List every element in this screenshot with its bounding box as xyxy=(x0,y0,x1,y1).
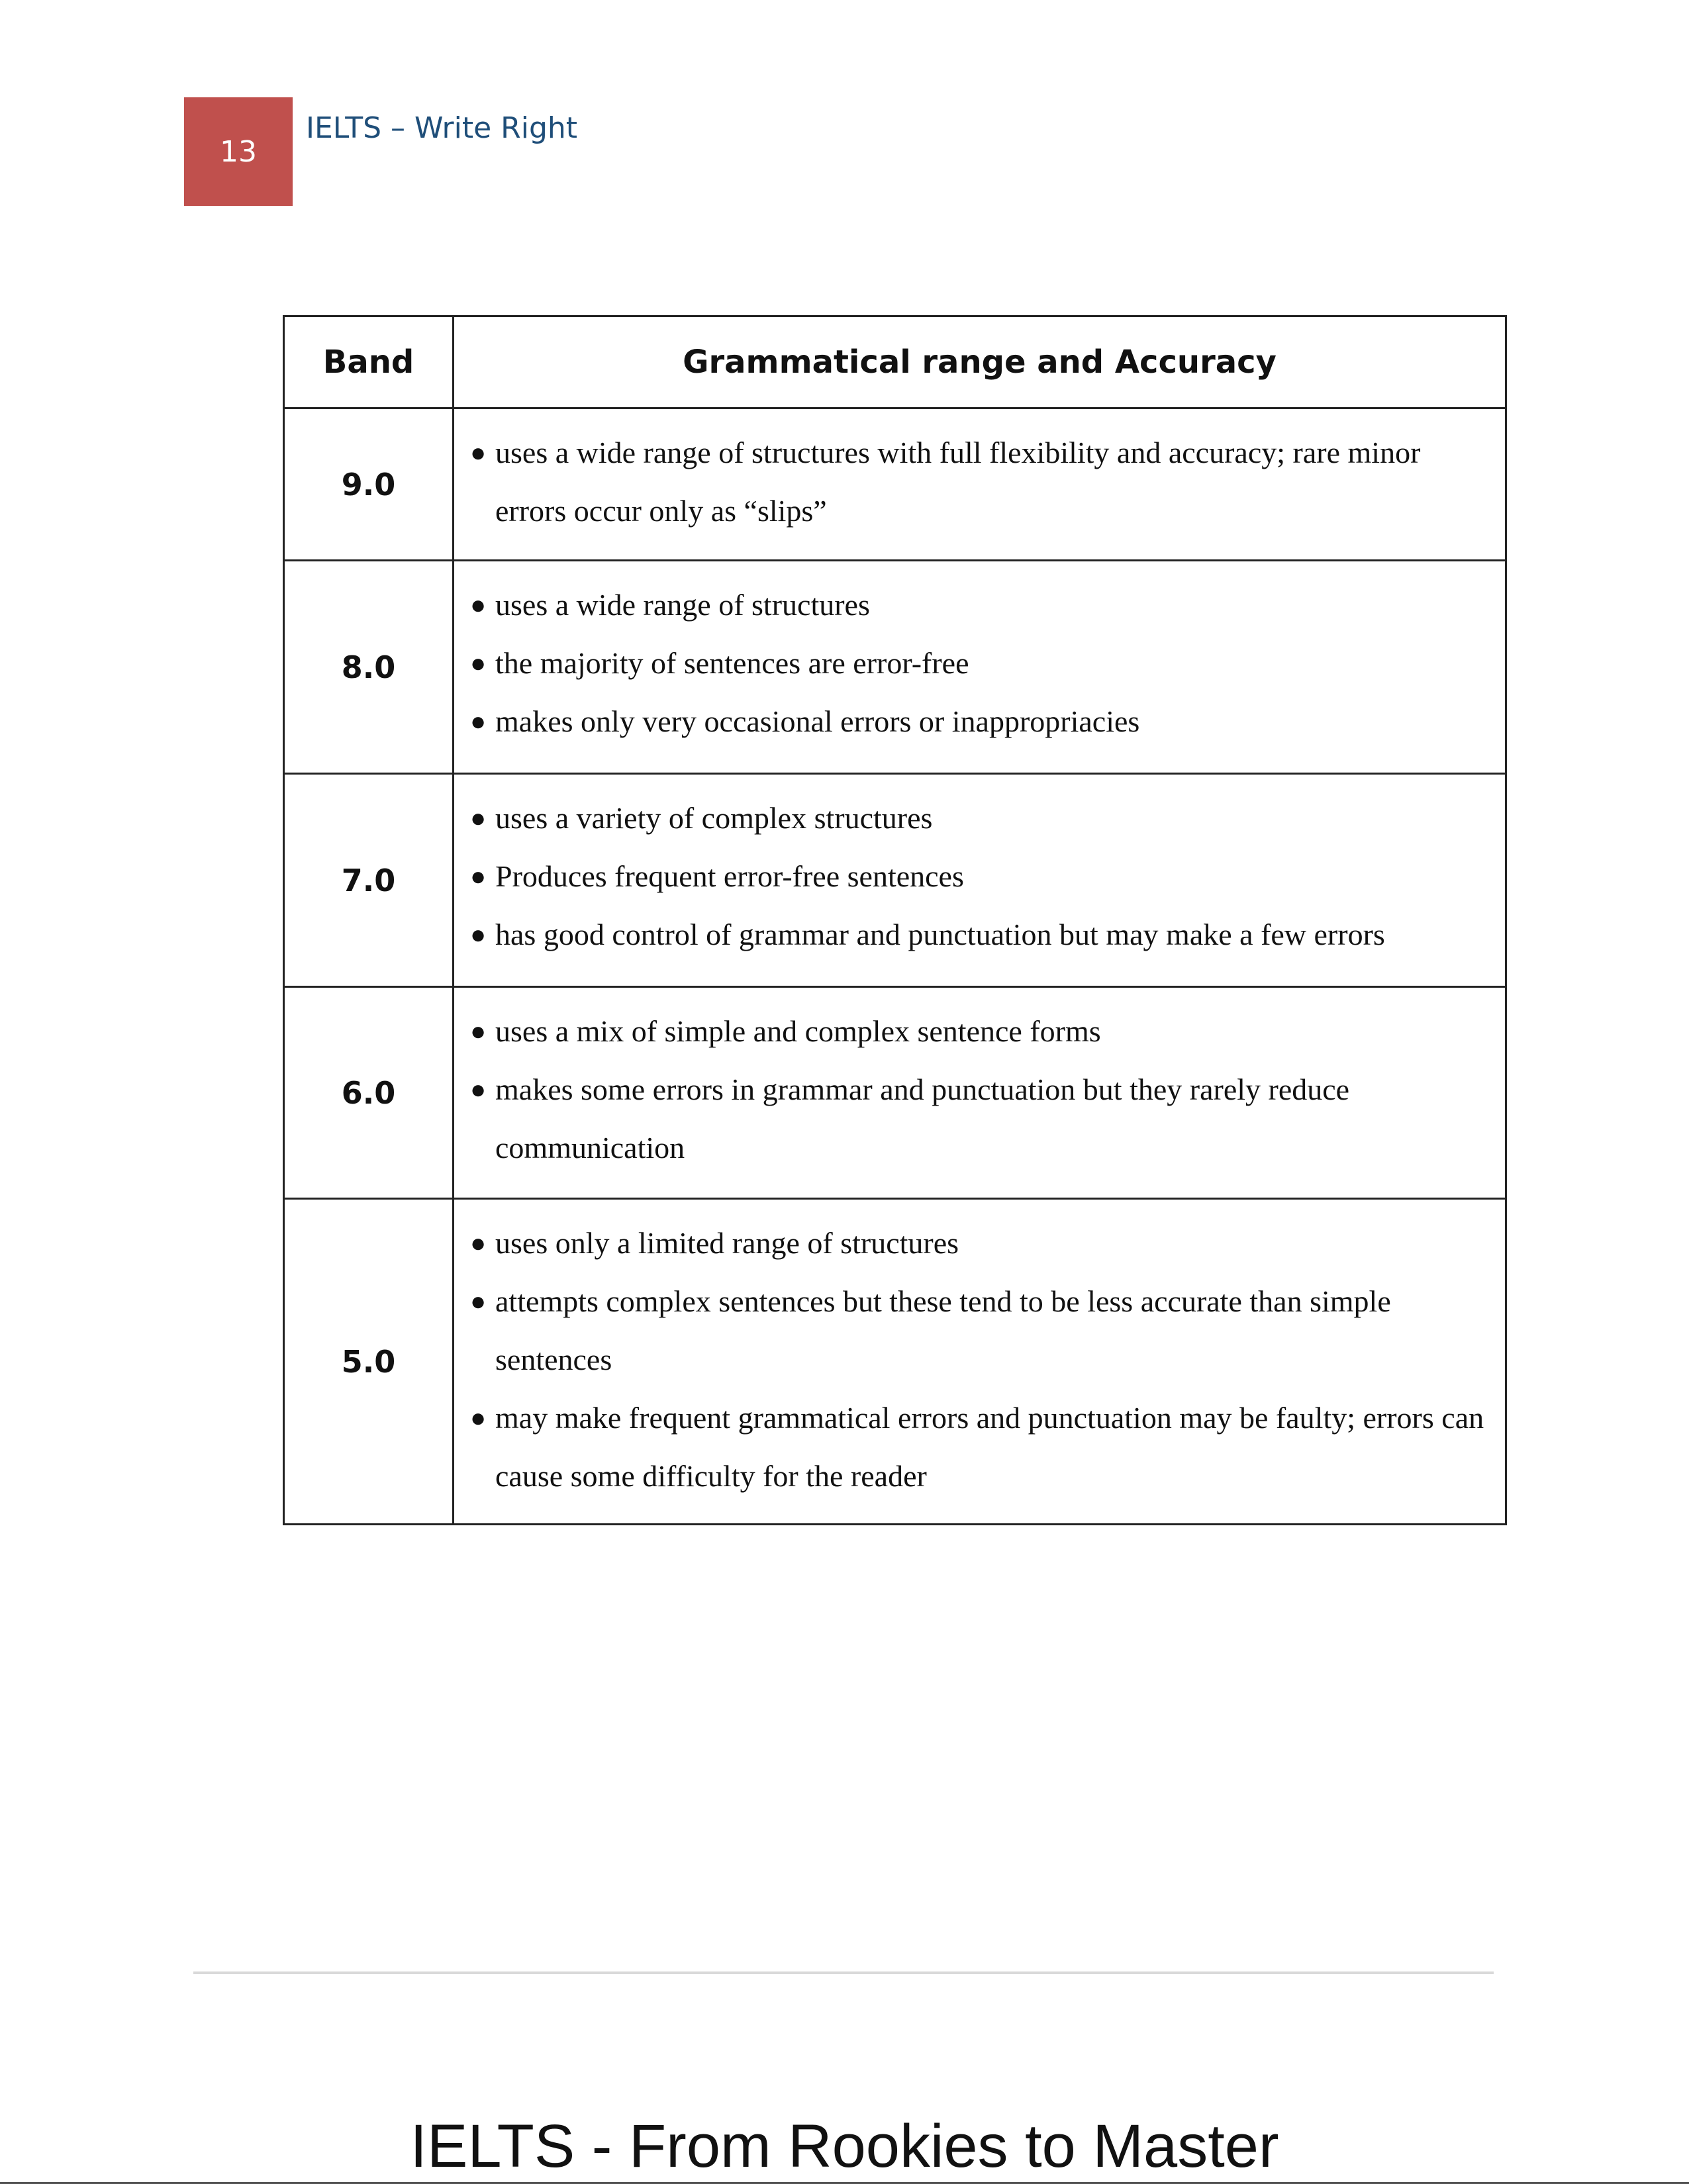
descriptor-cell xyxy=(454,561,1506,774)
descriptor-text: uses a wide range of structures with full flexibility and accuracy; rare minor errors occur only as “slips” xyxy=(495,436,1421,528)
descriptor-text: uses a mix of simple and complex sentence forms xyxy=(495,1014,1101,1048)
bullet-icon: ● xyxy=(470,861,487,891)
band-score: 7.0 xyxy=(284,774,454,987)
bullet-icon: ● xyxy=(470,438,487,467)
descriptor-list xyxy=(470,1002,1492,1177)
descriptor-item xyxy=(470,424,1492,540)
descriptor-list xyxy=(470,1214,1492,1505)
column-header-band: Band xyxy=(284,316,454,408)
band-score: 9.0 xyxy=(284,408,454,561)
descriptor-cell xyxy=(454,987,1506,1199)
descriptor-cell xyxy=(454,774,1506,987)
descriptor-text: the majority of sentences are error-free xyxy=(495,646,969,680)
descriptor-item xyxy=(470,1061,1492,1177)
descriptor-item xyxy=(470,1272,1492,1389)
descriptor-list xyxy=(470,576,1492,751)
descriptor-item xyxy=(470,906,1492,964)
descriptor-text: makes only very occasional errors or inappropriacies xyxy=(495,704,1140,738)
descriptor-text: has good control of grammar and punctuation but may make a few errors xyxy=(495,918,1385,951)
bullet-icon: ● xyxy=(470,920,487,949)
descriptor-item xyxy=(470,692,1492,751)
descriptor-cell xyxy=(454,408,1506,561)
running-title: IELTS – Write Right xyxy=(306,111,578,145)
descriptor-text: Produces frequent error-free sentences xyxy=(495,859,964,893)
descriptor-item xyxy=(470,789,1492,847)
bullet-icon: ● xyxy=(470,648,487,678)
footer-title: IELTS - From Rookies to Master xyxy=(410,2113,1279,2180)
descriptor-list xyxy=(470,789,1492,964)
bullet-icon: ● xyxy=(470,590,487,620)
descriptor-text: attempts complex sentences but these tend to be less accurate than simple sentences xyxy=(495,1284,1391,1376)
bullet-icon: ● xyxy=(470,1286,487,1316)
table-row xyxy=(284,1199,1506,1525)
footer-divider xyxy=(193,1971,1494,1974)
descriptor-cell xyxy=(454,1199,1506,1525)
descriptor-text: may make frequent grammatical errors and punctuation may be faulty; errors can cause some difficulty for the reader xyxy=(495,1401,1484,1493)
bullet-icon: ● xyxy=(470,1228,487,1258)
descriptor-text: makes some errors in grammar and punctuation but they rarely reduce communication xyxy=(495,1072,1350,1164)
table-row xyxy=(284,774,1506,987)
band-descriptor-table xyxy=(283,315,1507,1525)
band-score: 8.0 xyxy=(284,561,454,774)
descriptor-item xyxy=(470,634,1492,692)
table-row xyxy=(284,561,1506,774)
column-header-descriptor: Grammatical range and Accuracy xyxy=(454,316,1506,408)
descriptor-item xyxy=(470,847,1492,906)
descriptor-item xyxy=(470,1389,1492,1505)
band-score: 6.0 xyxy=(284,987,454,1199)
bullet-icon: ● xyxy=(470,1074,487,1104)
descriptor-item xyxy=(470,1002,1492,1061)
descriptor-text: uses a wide range of structures xyxy=(495,588,870,622)
descriptor-list xyxy=(470,424,1492,540)
bullet-icon: ● xyxy=(470,1403,487,1433)
band-score: 5.0 xyxy=(284,1199,454,1525)
page-number-badge xyxy=(184,97,293,206)
table-row xyxy=(284,408,1506,561)
page-number: 13 xyxy=(220,134,257,169)
table-header-row xyxy=(284,316,1506,408)
bullet-icon: ● xyxy=(470,1016,487,1046)
table-row xyxy=(284,987,1506,1199)
descriptor-text: uses a variety of complex structures xyxy=(495,801,933,835)
descriptor-item xyxy=(470,1214,1492,1272)
descriptor-text: uses only a limited range of structures xyxy=(495,1226,959,1260)
bullet-icon: ● xyxy=(470,803,487,833)
bullet-icon: ● xyxy=(470,706,487,736)
descriptor-item xyxy=(470,576,1492,634)
